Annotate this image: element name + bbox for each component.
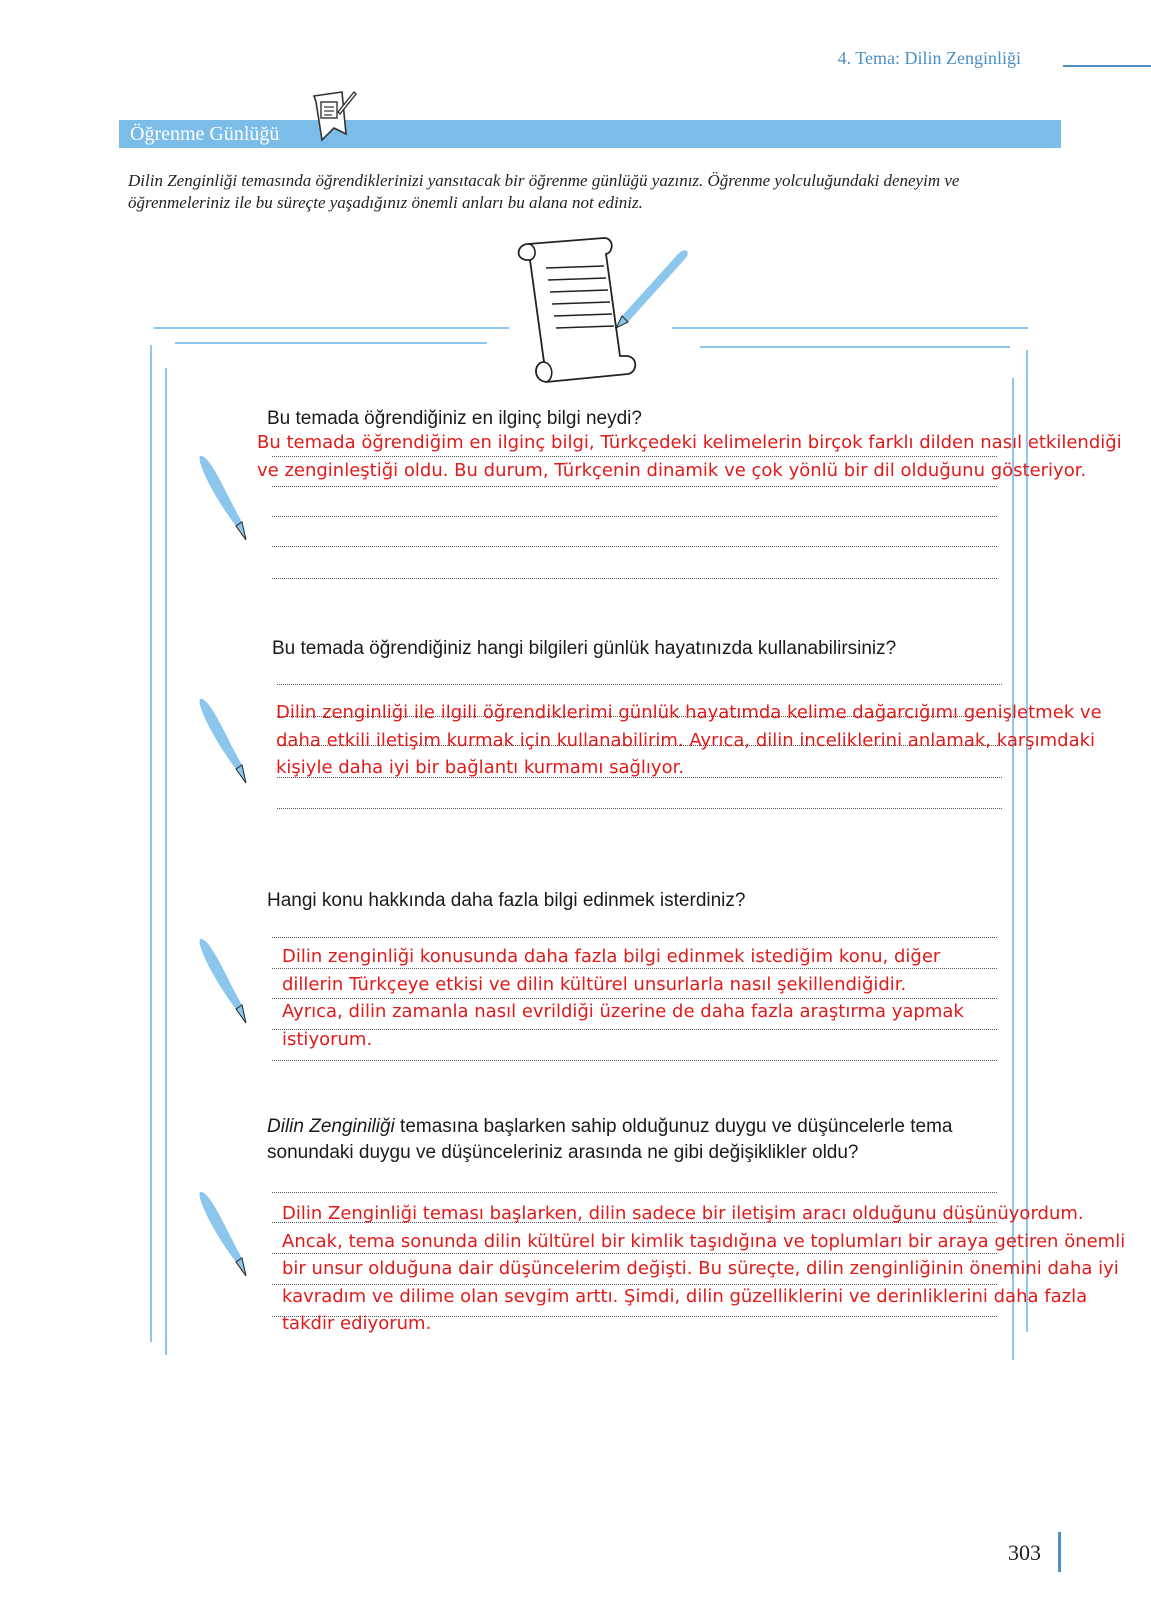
answer-line xyxy=(272,516,997,517)
answer-line xyxy=(272,1060,997,1061)
question-4-text: temasına başlarken sahip olduğunuz duygu ve düşüncelerle tema sonundaki duygu ve düşünceleriniz arasında ne gibi değişiklikler oldu? xyxy=(267,1116,953,1163)
frame-top-left-outer xyxy=(154,327,509,329)
answer-line xyxy=(272,486,997,487)
theme-title: 4. Tema: Dilin Zenginliği xyxy=(837,48,1021,68)
theme-title-rule xyxy=(1063,65,1151,67)
question-2: Bu temada öğrendiğiniz hangi bilgileri günlük hayatınızda kullanabilirsiniz? xyxy=(272,638,897,659)
answer-4: Dilin Zenginliği teması başlarken, dilin sadece bir iletişim aracı olduğunu düşünüyordum. Ancak, tema sonunda dilin kültürel bir kimlik taşıdığına ve toplumları bir araya getiren önemli bir unsur olduğuna dair düşüncelerim değişti. Bu süreçte, dilin zenginliğinin önemini daha iyi kavradım ve dilime olan sevgim arttı. Şimdi, dilin güzelliklerini ve derinliklerini daha fazla takdir ediyorum. xyxy=(282,1203,1126,1334)
answer-3: Dilin zenginliği konusunda daha fazla bilgi edinmek istediğim konu, diğer dillerin Türkçeye etkisi ve dilin kültürel unsurlarla nasıl şekillendiğidir. Ayrıca, dilin zamanla nasıl evrildiği üzerine de daha fazla araştırma yapmak istiyorum. xyxy=(282,946,964,1050)
frame-top-right-outer xyxy=(672,327,1028,329)
frame-right-outer xyxy=(1026,350,1028,1332)
question-3: Hangi konu hakkında daha fazla bilgi edinmek isterdiniz? xyxy=(267,890,746,911)
answer-line xyxy=(277,808,1002,809)
answer-line xyxy=(272,937,997,938)
answer-1: Bu temada öğrendiğim en ilginç bilgi, Türkçedeki kelimelerin birçok farklı dilden nasıl etkilendiği ve zenginleştiği oldu. Bu durum, Türkçenin dinamik ve çok yönlü bir dil olduğunu gösteriyor. xyxy=(257,432,1122,481)
answer-line xyxy=(277,684,1002,685)
question-4-theme-name: Dilin Zenginiliği xyxy=(267,1116,395,1137)
page-number: 303 xyxy=(1008,1540,1041,1565)
frame-top-left-inner xyxy=(175,342,487,344)
intro-text: Dilin Zenginliği temasında öğrendiklerinizi yansıtacak bir öğrenme günlüğü yazınız. Öğrenme yolculuğundaki deneyim ve öğrenmeleriniz ile bu süreçte yaşadığınız önemli anları bu alana not ediniz. xyxy=(128,171,960,212)
question-4 xyxy=(267,1114,987,1166)
page-number-bar xyxy=(1058,1532,1061,1572)
notebook-pen-icon xyxy=(308,88,358,146)
question-1: Bu temada öğrendiğiniz en ilginç bilgi neydi? xyxy=(267,408,642,429)
answer-line xyxy=(272,1192,997,1193)
quill-icon xyxy=(196,935,260,1027)
quill-icon xyxy=(196,695,260,787)
scroll-quill-icon xyxy=(510,232,710,392)
quill-icon xyxy=(196,1188,260,1280)
section-title: Öğrenme Günlüğü xyxy=(130,123,280,145)
answer-line xyxy=(272,546,997,547)
answer-line xyxy=(272,578,997,579)
frame-top-right-inner xyxy=(700,346,1010,348)
frame-left-inner xyxy=(165,368,167,1355)
frame-left-outer xyxy=(150,345,152,1342)
quill-icon xyxy=(196,452,260,544)
answer-2: Dilin zenginliği ile ilgili öğrendiklerimi günlük hayatımda kelime dağarcığımı genişletmek ve daha etkili iletişim kurmak için kullanabilirim. Ayrıca, dilin inceliklerini anlamak, karşımdaki kişiyle daha iyi bir bağlantı kurmamı sağlıyor. xyxy=(276,702,1102,778)
